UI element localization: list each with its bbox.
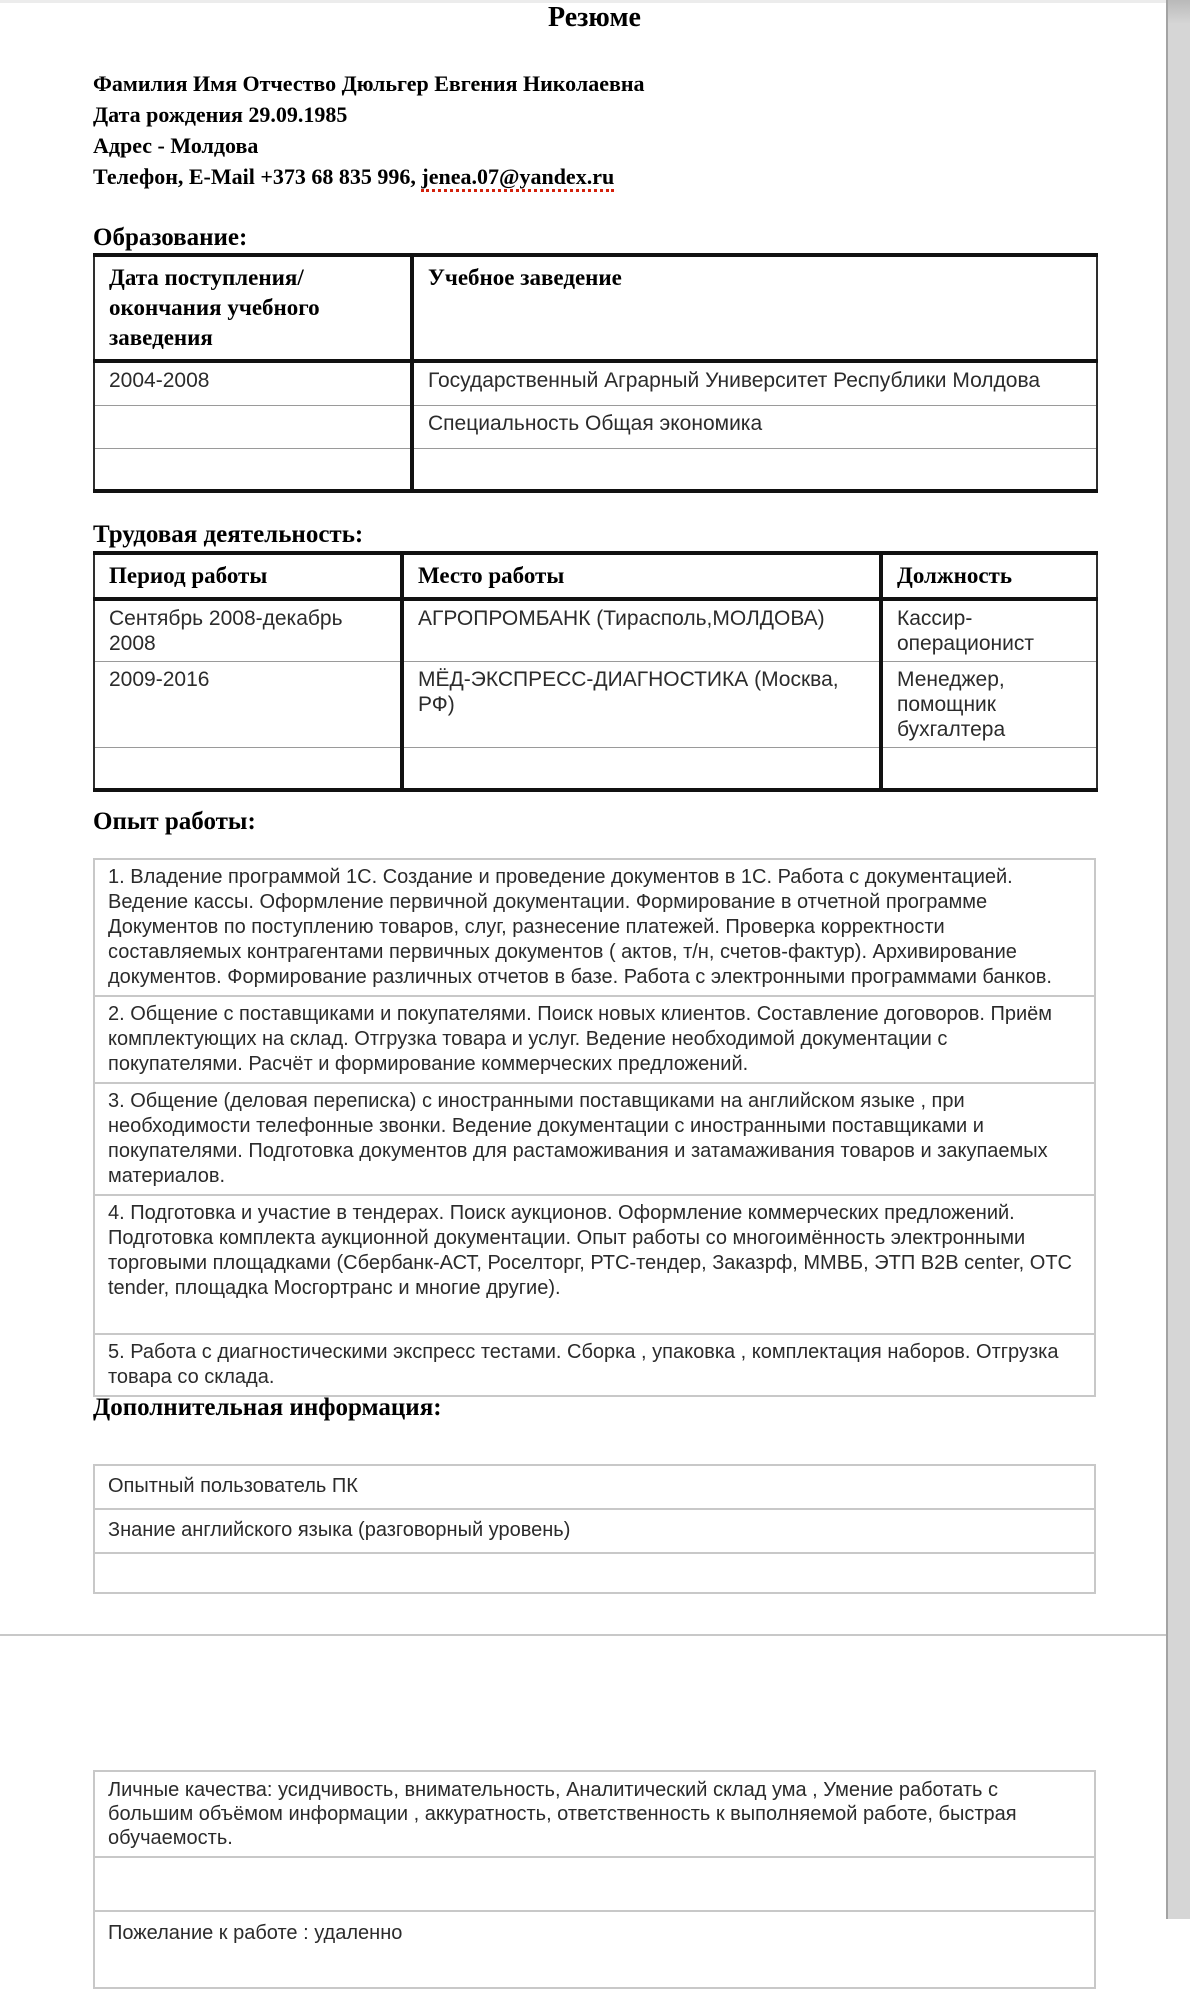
table-row xyxy=(94,1771,1095,1857)
scrollbar-thumb[interactable] xyxy=(1168,0,1190,24)
work-header-place: Место работы xyxy=(402,553,881,599)
personal-address-line: Адрес - Молдова xyxy=(93,133,259,158)
qualities-table xyxy=(93,1770,1096,1989)
table-cell: АГРОПРОМБАНК (Тирасполь,МОЛДОВА) xyxy=(402,599,881,662)
table-cell xyxy=(94,1857,1095,1911)
experience-heading: Опыт работы: xyxy=(93,808,256,835)
education-table xyxy=(93,253,1098,493)
scrollbar-track[interactable] xyxy=(1166,0,1190,1919)
table-row xyxy=(94,361,1097,406)
table-cell xyxy=(402,748,881,791)
contact-prefix: Телефон, E-Mail +373 68 835 996, xyxy=(93,164,422,189)
table-cell: Специальность Общая экономика xyxy=(412,406,1097,449)
education-header-institution: Учебное заведение xyxy=(412,255,1097,361)
additional-row-english: Знание английского языка (разговорный уровень) xyxy=(94,1509,1095,1553)
work-header-row xyxy=(94,553,1097,599)
table-row xyxy=(94,449,1097,492)
additional-row-pc: Опытный пользователь ПК xyxy=(94,1465,1095,1509)
education-heading: Образование: xyxy=(93,224,248,251)
table-row xyxy=(94,1195,1095,1334)
additional-heading: Дополнительная информация: xyxy=(93,1394,442,1421)
personal-info xyxy=(93,68,1096,192)
table-cell xyxy=(94,449,412,492)
work-table xyxy=(93,551,1098,792)
personal-qualities-text: Личные качества: усидчивость, внимательность, Аналитический склад ума , Умение работать с большим объёмом информации , аккуратность, ответственность к выполняемой работе, быстрая обучаемость. xyxy=(94,1771,1095,1857)
page-break-line xyxy=(0,1634,1166,1636)
table-cell: Государственный Аграрный Университет Республики Молдова xyxy=(412,361,1097,406)
table-row xyxy=(94,1857,1095,1911)
table-row xyxy=(94,662,1097,748)
personal-contact-line xyxy=(93,161,1096,192)
work-header-period: Период работы xyxy=(94,553,402,599)
table-cell xyxy=(94,748,402,791)
table-cell: Кассир-операционист xyxy=(881,599,1097,662)
experience-item-5: 5. Работа с диагностическими экспресс тестами. Сборка , упаковка , комплектация наборов. Отгрузка товара со склада. xyxy=(108,1341,1059,1388)
table-row xyxy=(94,1509,1095,1553)
table-cell: 2004-2008 xyxy=(94,361,412,406)
personal-name-line: Фамилия Имя Отчество Дюльгер Евгения Николаевна xyxy=(93,71,645,96)
experience-item-3: 3. Общение (деловая переписка) с иностранными поставщиками на английском языке , при необходимости телефонные звонки. Ведение документации с иностранными поставщиками и покупателями. Подготовка документов для растаможивания и затамаживания товаров и закупаемых материалов. xyxy=(94,1083,1095,1195)
experience-item-4: 4. Подготовка и участие в тендерах. Поиск аукционов. Оформление коммерческих предложений. Подготовка комплекта аукционной документации. Опыт работы со многоимённость электронными торговыми площадками (Сбербанк-АСТ, Роселторг, РТС-тендер, Заказрф, ММВБ, ЭТП B2B center, OTC tender, площадка Мосгортранс и многие другие). xyxy=(94,1195,1095,1334)
table-row xyxy=(94,1334,1095,1396)
table-row xyxy=(94,996,1095,1083)
additional-table xyxy=(93,1464,1096,1594)
table-cell xyxy=(94,1553,1095,1593)
table-row xyxy=(94,748,1097,791)
table-row xyxy=(94,859,1095,996)
table-cell xyxy=(881,748,1097,791)
education-header-row xyxy=(94,255,1097,361)
table-cell: 2009-2016 xyxy=(94,662,402,748)
table-cell xyxy=(94,406,412,449)
job-wish-text: Пожелание к работе : удаленно xyxy=(108,1922,403,1944)
table-cell: Сентябрь 2008-декабрь 2008 xyxy=(94,599,402,662)
table-row xyxy=(94,599,1097,662)
experience-item-2: 2. Общение с поставщиками и покупателями. Поиск новых клиентов. Составление договоров. Приём комплектующих на склад. Отгрузка товара и услуг. Ведение необходимой документации с покупателями. Расчёт и формирование коммерческих предложений. xyxy=(94,996,1095,1083)
table-cell: Менеджер, помощник бухгалтера xyxy=(881,662,1097,748)
table-row xyxy=(94,1911,1095,1988)
personal-birth-line: Дата рождения 29.09.1985 xyxy=(93,102,348,127)
table-row xyxy=(94,1083,1095,1195)
work-header-position: Должность xyxy=(881,553,1097,599)
table-row xyxy=(94,1465,1095,1509)
work-heading: Трудовая деятельность: xyxy=(93,521,364,548)
education-header-dates: Дата поступления/ окончания учебного заведения xyxy=(94,255,412,361)
page-title: Резюме xyxy=(548,2,641,33)
table-cell xyxy=(412,449,1097,492)
table-cell: МЁД-ЭКСПРЕСС-ДИАГНОСТИКА (Москва, РФ) xyxy=(402,662,881,748)
experience-table xyxy=(93,858,1096,1397)
email-text: jenea.07@yandex.ru xyxy=(421,164,614,192)
table-row xyxy=(94,406,1097,449)
table-row xyxy=(94,1553,1095,1593)
experience-item-1: 1. Владение программой 1С. Создание и проведение документов в 1С. Работа с документацией. Ведение кассы. Оформление первичной документации. Формирование в отчетной программе Документов по поступлению товаров, слуг, разнесение платежей. Проверка корректности составляемых контрагентами первичных документов ( актов, т/н, счетов-фактур). Архивирование документов. Формирование различных отчетов в базе. Работа с электронными программами банков. xyxy=(94,859,1095,996)
